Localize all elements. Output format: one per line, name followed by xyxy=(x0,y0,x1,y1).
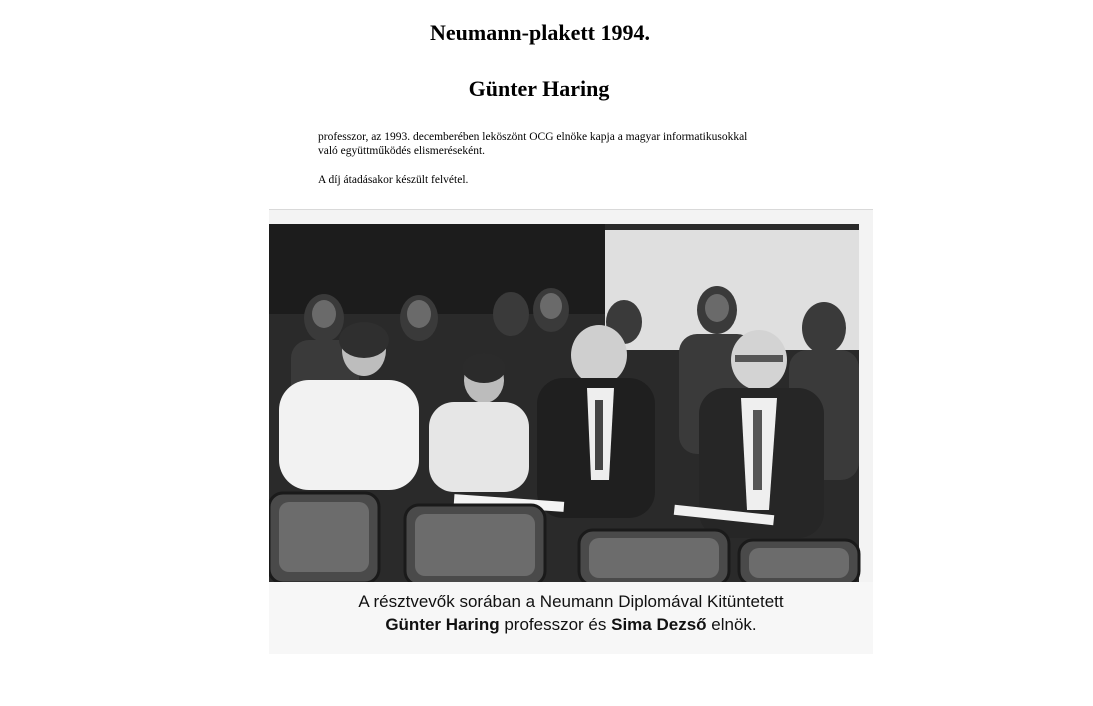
caption-line-1: A résztvevők sorában a Neumann Diplomával Kitüntetett xyxy=(358,592,784,611)
award-ceremony-photo xyxy=(269,209,873,654)
caption-end-text: elnök. xyxy=(706,615,757,634)
caption-mid-text: professzor és xyxy=(499,615,612,634)
page-title: Neumann-plakett 1994. xyxy=(429,20,650,45)
caption-name-sima: Sima Dezső xyxy=(611,615,707,634)
description-line-1: professzor, az 1993. decemberében leköszönt OCG elnöke kapja a magyar informatikusokkal xyxy=(318,131,748,143)
photo-scene xyxy=(269,210,873,654)
caption-name-haring: Günter Haring xyxy=(385,615,500,634)
description-line-2: való együttműködés elismeréseként. xyxy=(318,145,486,157)
awardee-name: Günter Haring xyxy=(468,76,610,101)
photo-caption xyxy=(269,590,873,636)
photo-note: A díj átadásakor készült felvétel. xyxy=(318,174,469,186)
award-description xyxy=(318,130,788,158)
